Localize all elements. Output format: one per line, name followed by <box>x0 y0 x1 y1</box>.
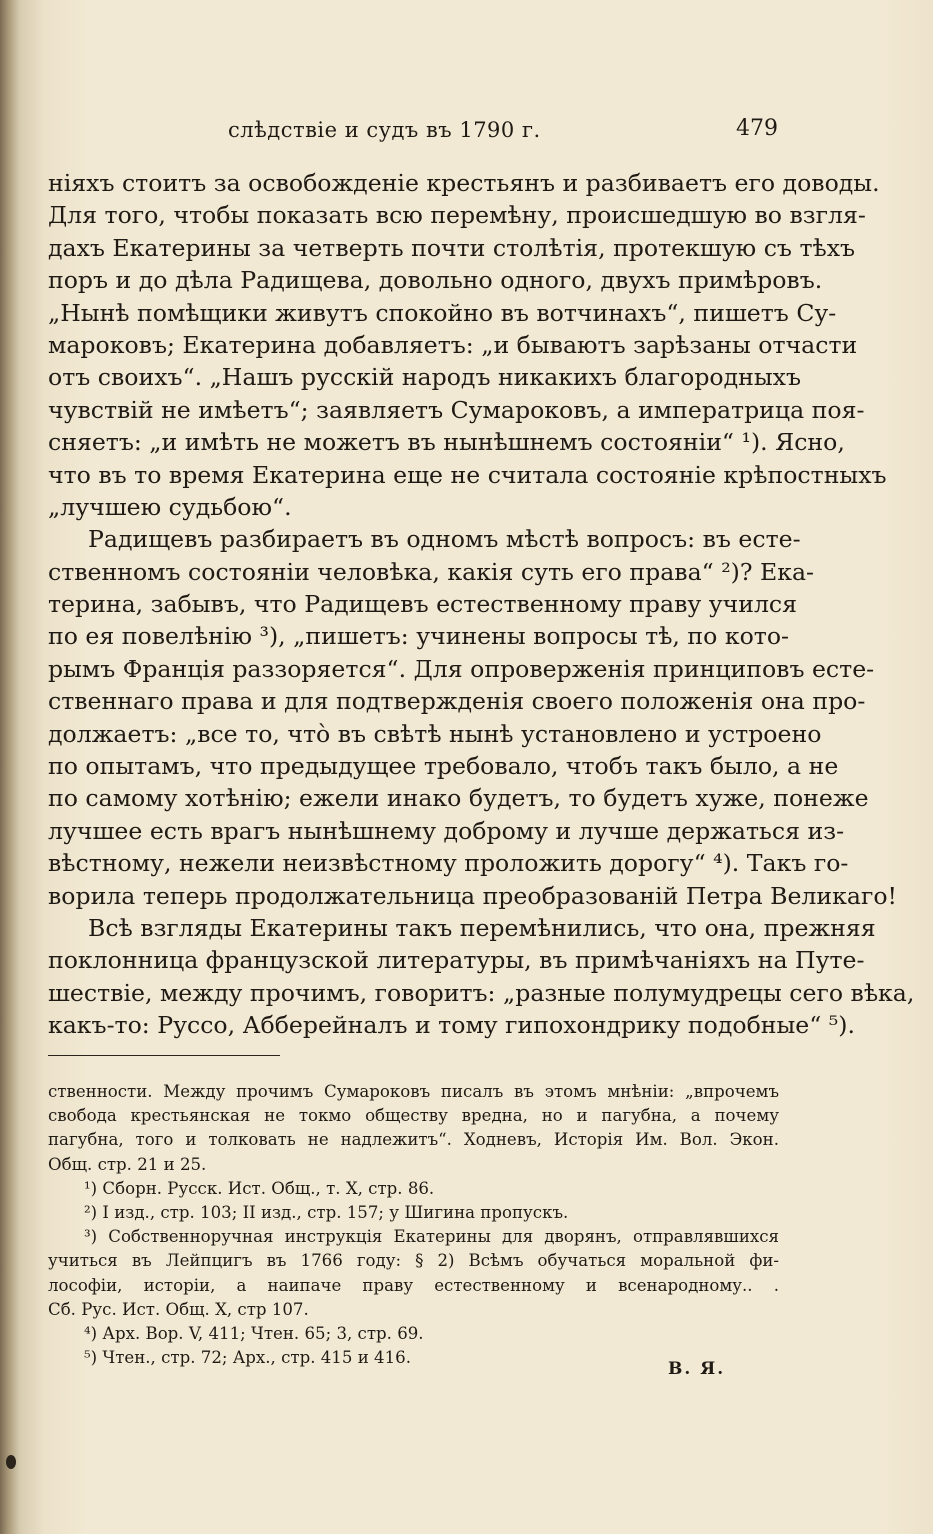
text-line: ственнаго права и для подтвержденія своего положенія она про- <box>48 687 866 716</box>
footnotes <box>48 1080 779 1370</box>
text-line: „лучшею судьбою“. <box>48 492 292 521</box>
text-line: рымъ Франція раззоряется“. Для опроверженія принциповъ есте- <box>48 654 875 683</box>
footnote-line: ²) I изд., стр. 103; II изд., стр. 157; у Шигина пропускъ. <box>84 1202 569 1222</box>
text-line: какъ-то: Руссо, Абберейналъ и тому гипохондрику подобные“ ⁵). <box>48 1011 855 1040</box>
text-line: ніяхъ стоитъ за освобожденіе крестьянъ и разбиваетъ его доводы. <box>48 169 880 197</box>
text-line: должаетъ: „все то, что̀ въ свѣтѣ нынѣ установлено и устроено <box>48 719 822 748</box>
text-line: лучшее есть врагъ нынѣшнему доброму и лучше держаться из- <box>48 816 845 845</box>
text-line: терина, забывъ, что Радищевъ естественному праву учился <box>48 590 798 619</box>
footnote-line: свобода крестьянская не токмо обществу вредна, но и пагубна, а почему <box>48 1106 779 1126</box>
binding-hole-mark <box>6 1455 16 1469</box>
text-line: мароковъ; Екатерина добавляетъ: „и бываютъ зарѣзаны отчасти <box>48 330 858 359</box>
text-line: „Нынѣ помѣщики живутъ спокойно въ вотчинахъ“, пишетъ Су- <box>48 298 837 327</box>
footnote-line: лософіи, исторіи, а наипаче праву естественному и всенародному.. . <box>48 1275 779 1295</box>
footnote-line: ⁵) Чтен., стр. 72; Арх., стр. 415 и 416. <box>84 1348 411 1368</box>
main-text <box>48 167 915 1042</box>
text-line: отъ своихъ“. „Нашъ русскій народъ никакихъ благородныхъ <box>48 363 801 392</box>
page-header <box>228 118 788 148</box>
text-line: поръ и до дѣла Радищева, довольно одного, двухъ примѣровъ. <box>48 266 823 295</box>
author-signature: В. Я. <box>668 1359 726 1379</box>
text-line: по самому хотѣнію; ежели инако будетъ, то будетъ хуже, понеже <box>48 784 869 813</box>
footnote-line: ¹) Сборн. Русск. Ист. Общ., т. X, стр. 86. <box>84 1178 435 1198</box>
footnote-line: пагубна, того и толковать не надлежитъ“. Ходневъ, Исторія Им. Вол. Экон. <box>48 1130 779 1150</box>
footnote-line: ственности. Между прочимъ Сумароковъ писалъ въ этомъ мнѣніи: „впрочемъ <box>48 1082 779 1101</box>
text-line: вѣстному, нежели неизвѣстному проложить дорогу“ ⁴). Такъ го- <box>48 849 849 878</box>
footnote-divider <box>48 1055 280 1056</box>
running-title: слѣдствіе и судъ въ 1790 г. <box>228 118 541 142</box>
text-line: по опытамъ, что предыдущее требовало, чтобъ такъ было, а не <box>48 752 839 781</box>
text-line: чувствій не имѣетъ“; заявляетъ Сумароковъ, а императрица поя- <box>48 395 865 424</box>
text-line: Радищевъ разбираетъ въ одномъ мѣстѣ вопросъ: въ есте- <box>88 525 801 554</box>
footnote-line: Сб. Рус. Ист. Общ. X, стр 107. <box>48 1299 309 1319</box>
text-line: Для того, чтобы показать всю перемѣну, происшедшую во взгля- <box>48 201 866 230</box>
text-line: дахъ Екатерины за четверть почти столѣтія, протекшую съ тѣхъ <box>48 233 856 262</box>
text-line: сняетъ: „и имѣть не можетъ въ нынѣшнемъ состояніи“ ¹). Ясно, <box>48 428 845 457</box>
text-line: ворила теперь продолжательница преобразованій Петра Великаго! <box>48 881 898 910</box>
text-line: шествіе, между прочимъ, говоритъ: „разные полумудрецы сего вѣка, <box>48 978 915 1007</box>
text-line: поклонница французской литературы, въ примѣчаніяхъ на Путе- <box>48 946 865 975</box>
text-line: ственномъ состояніи человѣка, какія суть его права“ ²)? Ека- <box>48 557 815 586</box>
text-line: по ея повелѣнію ³), „пишетъ: учинены вопросы тѣ, по кото- <box>48 622 790 651</box>
footnote-line: учиться въ Лейпцигъ въ 1766 году: § 2) Всѣмъ обучаться моральной фи- <box>48 1251 779 1271</box>
text-line: Всѣ взгляды Екатерины такъ перемѣнились, что она, прежняя <box>88 913 876 942</box>
page-number: 479 <box>736 116 778 141</box>
footnote-line: ⁴) Арх. Вор. V, 411; Чтен. 65; 3, стр. 69. <box>84 1323 424 1343</box>
footnote-line: ³) Собственноручная инструкція Екатерины для дворянъ, отправлявшихся <box>84 1227 779 1247</box>
text-line: что въ то время Екатерина еще не считала состояніе крѣпостныхъ <box>48 460 887 489</box>
footnote-line: Общ. стр. 21 и 25. <box>48 1154 207 1174</box>
